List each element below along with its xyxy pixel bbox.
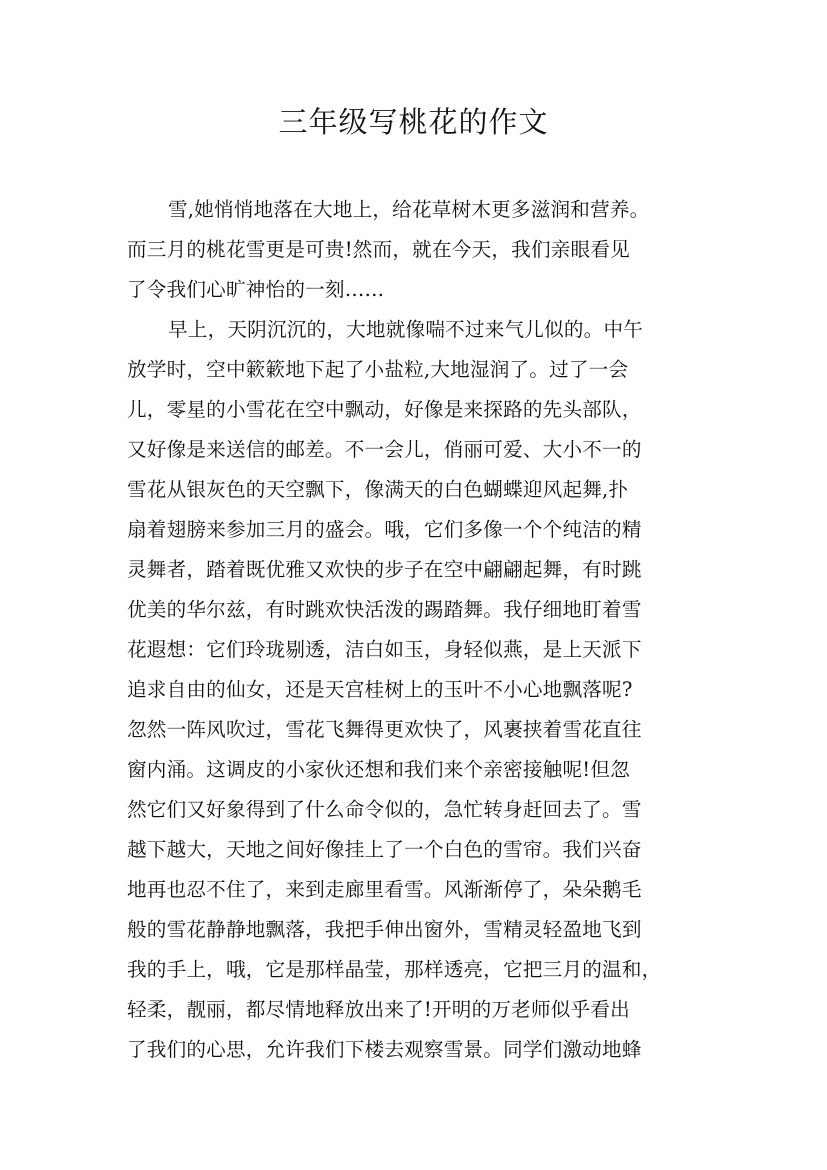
- text-line: 然它们又好象得到了什么命令似的，急忙转身赶回去了。雪: [127, 798, 642, 821]
- document-body: [127, 190, 715, 1070]
- text-line: 般的雪花静静地飘落，我把手伸出窗外，雪精灵轻盈地飞到: [127, 918, 642, 941]
- text-line: 花遐想：它们玲珑剔透，洁白如玉，身轻似燕，是上天派下: [127, 638, 642, 661]
- text-line: 了令我们心旷神怡的一刻……: [127, 278, 385, 301]
- paragraph-1: [127, 190, 715, 310]
- paragraph-2: [127, 310, 715, 1070]
- text-line: 忽然一阵风吹过，雪花飞舞得更欢快了，风裹挟着雪花直往: [127, 718, 642, 741]
- text-line: 雪,她悄悄地落在大地上，给花草树木更多滋润和营养。: [168, 198, 650, 221]
- text-line: 追求自由的仙女，还是天宫桂树上的玉叶不小心地飘落呢?: [127, 678, 633, 701]
- text-line: 儿，零星的小雪花在空中飘动，好像是来探路的先头部队，: [127, 398, 642, 421]
- text-line: 我的手上，哦，它是那样晶莹，那样透亮，它把三月的温和，: [127, 958, 662, 981]
- text-line: 雪花从银灰色的天空飘下，像满天的白色蝴蝶迎风起舞,扑: [127, 478, 629, 501]
- text-line: 越下越大，天地之间好像挂上了一个白色的雪帘。我们兴奋: [127, 838, 642, 861]
- text-line: 而三月的桃花雪更是可贵!然而，就在今天，我们亲眼看见: [127, 238, 630, 261]
- text-line: 放学时，空中簌簌地下起了小盐粒,大地湿润了。过了一会: [127, 358, 629, 381]
- text-line: 扇着翅膀来参加三月的盛会。哦，它们多像一个个纯洁的精: [127, 518, 642, 541]
- text-line: 窗内涌。这调皮的小家伙还想和我们来个亲密接触呢!但忽: [127, 758, 630, 781]
- document-title: 三年级写桃花的作文: [278, 105, 549, 139]
- text-line: 地再也忍不住了，来到走廊里看雪。风渐渐停了，朵朵鹅毛: [127, 878, 642, 901]
- text-line: 了我们的心思，允许我们下楼去观察雪景。同学们激动地蜂: [127, 1038, 642, 1061]
- text-line: 轻柔，靓丽，都尽情地释放出来了!开明的万老师似乎看出: [127, 998, 630, 1021]
- text-line: 早上，天阴沉沉的，大地就像喘不过来气儿似的。中午: [168, 318, 644, 341]
- text-line: 又好像是来送信的邮差。不一会儿，俏丽可爱、大小不一的: [127, 438, 642, 461]
- text-line: 优美的华尔兹，有时跳欢快活泼的踢踏舞。我仔细地盯着雪: [127, 598, 642, 621]
- text-line: 灵舞者，踏着既优雅又欢快的步子在空中翩翩起舞，有时跳: [127, 558, 642, 581]
